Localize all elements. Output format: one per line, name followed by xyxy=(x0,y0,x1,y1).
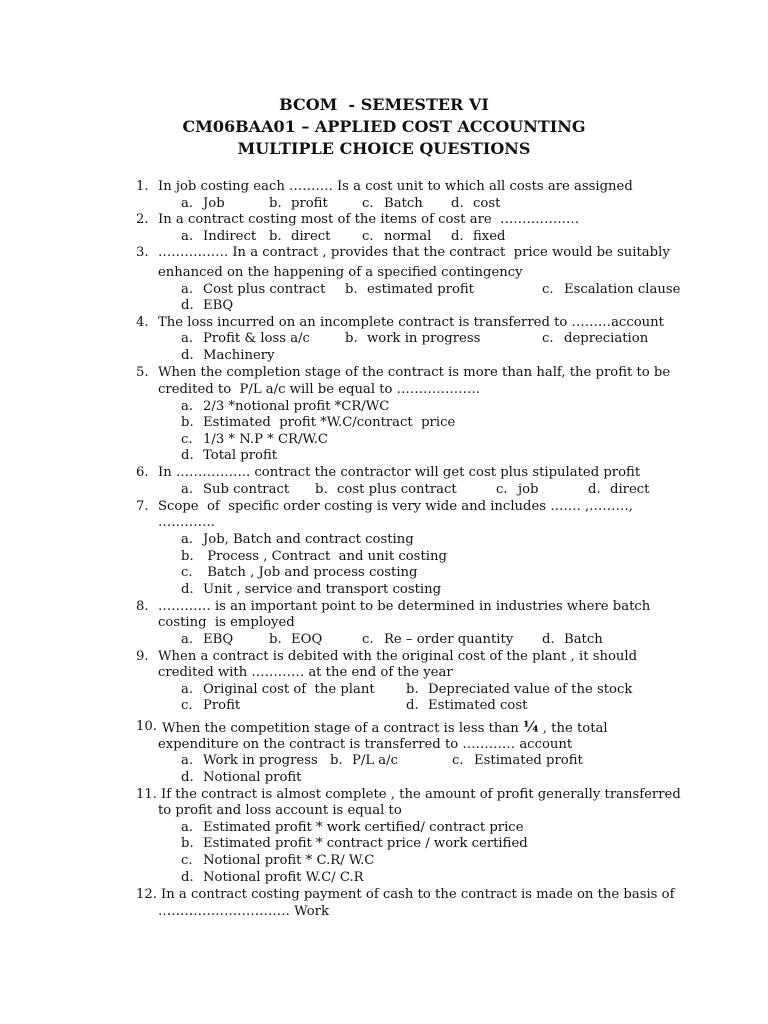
question-text: In a contract costing payment of cash to the contract is made on the basis of xyxy=(161,887,675,902)
question-number: 4. xyxy=(136,315,149,330)
option-c: c. normal xyxy=(362,229,432,244)
option-d: d. Estimated cost xyxy=(406,698,528,713)
option-c: c. depreciation xyxy=(542,331,649,346)
option-b: b. estimated profit xyxy=(345,282,474,297)
question-number: 12. xyxy=(136,887,157,902)
option-b: b. work in progress xyxy=(345,331,481,346)
option-d: d. direct xyxy=(588,482,650,497)
question-text: The loss incurred on an incomplete contract is transferred to ………account xyxy=(158,315,664,330)
option-b: b. profit xyxy=(269,196,328,211)
question-text: In …………….. contract the contractor will get cost plus stipulated profit xyxy=(158,465,641,480)
option-b: b. Process , Contract and unit costing xyxy=(181,549,447,564)
question-number: 7. xyxy=(136,499,149,514)
question-number: 10. xyxy=(136,719,157,734)
option-d: d. Total profit xyxy=(181,448,278,463)
option-a: a. Cost plus contract xyxy=(181,282,326,297)
option-d: d. fixed xyxy=(451,229,506,244)
option-c: c. Escalation clause xyxy=(542,282,681,297)
option-c: c. Estimated profit xyxy=(452,753,583,768)
question-text: When a contract is debited with the original cost of the plant , it should xyxy=(158,649,638,664)
question-text: In job costing each ………. Is a cost unit to which all costs are assigned xyxy=(158,179,633,194)
question-text-cont: expenditure on the contract is transferred to ………… account xyxy=(158,737,573,752)
option-a: a. Job xyxy=(181,196,225,211)
option-b: b. P/L a/c xyxy=(330,753,398,768)
question-number: 6. xyxy=(136,465,149,480)
course-code-title: CM06BAA01 – APPLIED COST ACCOUNTING xyxy=(182,117,586,136)
question-text-cont: credited with ………… at the end of the year xyxy=(158,665,453,680)
section-title: MULTIPLE CHOICE QUESTIONS xyxy=(237,139,531,158)
option-d: d. Unit , service and transport costing xyxy=(181,582,442,597)
question-number: 1. xyxy=(136,179,149,194)
option-a: a. EBQ xyxy=(181,632,234,647)
question-text: If the contract is almost complete , the amount of profit generally transferred xyxy=(161,787,681,802)
option-a: a. Indirect xyxy=(181,229,257,244)
course-title: BCOM - SEMESTER VI xyxy=(279,95,489,114)
question-text: In a contract costing most of the items of cost are ……………… xyxy=(158,212,580,227)
question-text: ……………. In a contract , provides that the contract price would be suitably xyxy=(158,245,670,260)
option-c: c. Batch xyxy=(362,196,423,211)
fraction-glyph: ¼ xyxy=(522,718,539,736)
question-number: 11. xyxy=(136,787,157,802)
question-number: 5. xyxy=(136,365,149,380)
question-text-cont: costing is employed xyxy=(158,615,295,630)
option-c: c. Notional profit * C.R/ W.C xyxy=(181,853,375,868)
question-text: Scope of specific order costing is very wide and includes ……. ,………, xyxy=(158,499,633,514)
option-a: a. Job, Batch and contract costing xyxy=(181,532,414,547)
option-c: c. Re – order quantity xyxy=(362,632,514,647)
option-d: d. Batch xyxy=(542,632,603,647)
question-text: ………… is an important point to be determined in industries where batch xyxy=(158,599,651,614)
option-a: a. Original cost of the plant xyxy=(181,682,375,697)
option-b: b. EOQ xyxy=(269,632,323,647)
question-text-cont: …………. xyxy=(158,515,215,530)
option-d: d. Notional profit xyxy=(181,770,302,785)
option-a: a. Estimated profit * work certified/ contract price xyxy=(181,820,524,835)
option-d: d. Notional profit W.C/ C.R xyxy=(181,870,364,885)
option-a: a. Profit & loss a/c xyxy=(181,331,310,346)
question-text: When the completion stage of the contract is more than half, the profit to be xyxy=(158,365,671,380)
option-c: c. job xyxy=(496,482,539,497)
option-b: b. direct xyxy=(269,229,331,244)
question-number: 3. xyxy=(136,245,149,260)
question-text-cont: ………………………… Work xyxy=(158,904,329,919)
question-text: When the competition stage of a contract is less than ¼ , the total xyxy=(162,718,608,736)
question-text-cont: enhanced on the happening of a specified contingency xyxy=(158,265,523,280)
question-number: 2. xyxy=(136,212,149,227)
option-b: b. cost plus contract xyxy=(315,482,457,497)
option-a: a. 2/3 *notional profit *CR/WC xyxy=(181,399,390,414)
option-a: a. Work in progress xyxy=(181,753,318,768)
option-d: d. Machinery xyxy=(181,348,275,363)
option-c: c. Batch , Job and process costing xyxy=(181,565,418,580)
option-c: c. Profit xyxy=(181,698,241,713)
option-b: b. Estimated profit * contract price / work certified xyxy=(181,836,528,851)
option-a: a. Sub contract xyxy=(181,482,290,497)
question-text-cont: to profit and loss account is equal to xyxy=(158,803,402,818)
option-b: b. Estimated profit *W.C/contract price xyxy=(181,415,456,430)
option-d: d. cost xyxy=(451,196,501,211)
option-d: d. EBQ xyxy=(181,298,234,313)
option-c: c. 1/3 * N.P * CR/W.C xyxy=(181,432,328,447)
question-number: 9. xyxy=(136,649,149,664)
question-text-cont: credited to P/L a/c will be equal to ………………. xyxy=(158,382,480,397)
option-b: b. Depreciated value of the stock xyxy=(406,682,633,697)
question-number: 8. xyxy=(136,599,149,614)
